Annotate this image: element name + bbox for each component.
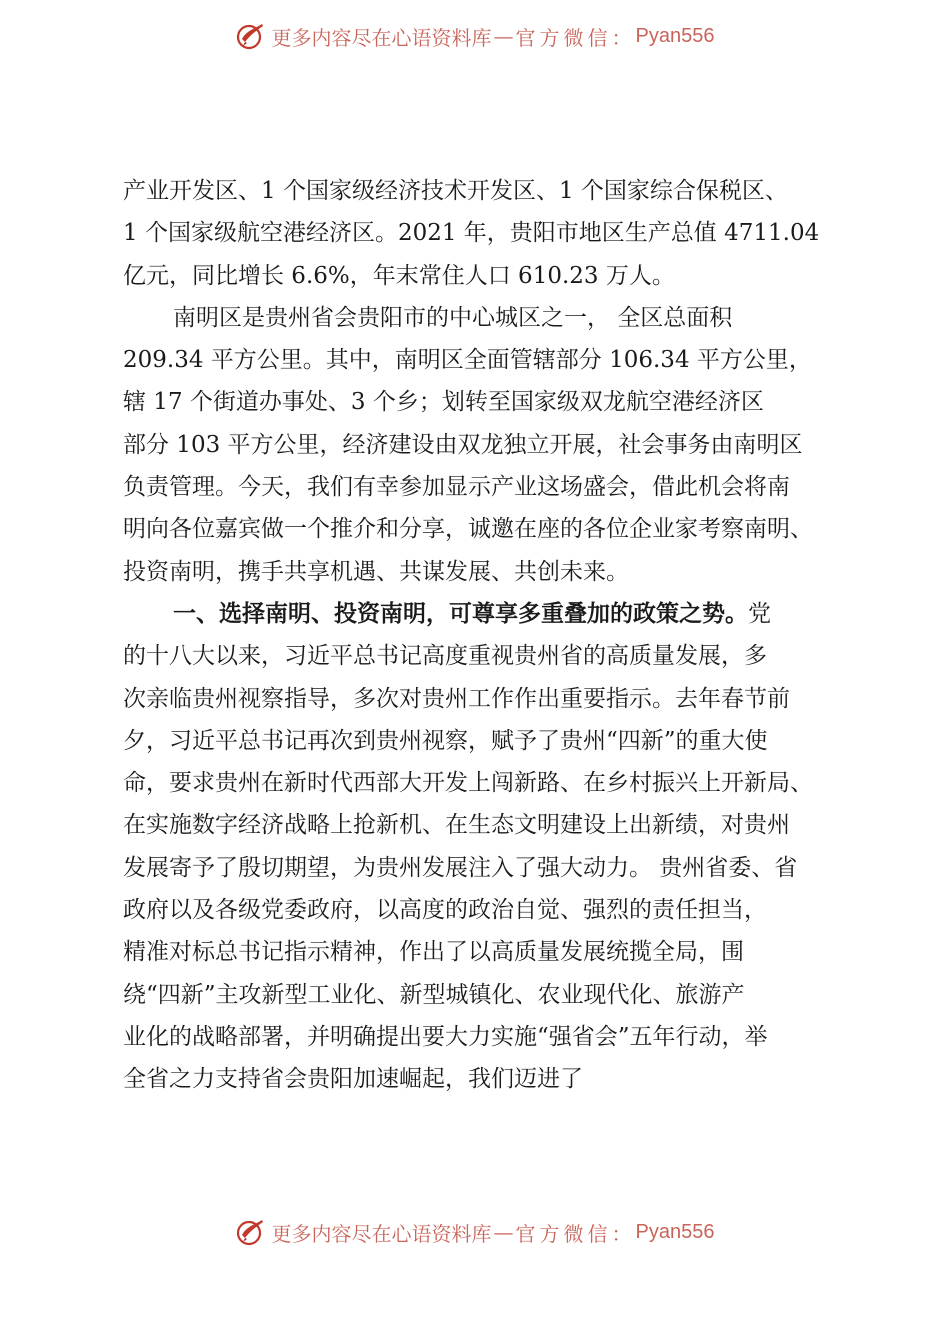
text-line: 业化的战略部署，并明确提出要大力实施“强省会”五年行动，举 [123,1023,768,1050]
text-line: 明向各位嘉宾做一个推介和分享，诚邀在座的各位企业家考察南明、 [123,516,813,543]
text-line: 辖 17 个街道办事处、3 个乡；划转至国家级双龙航空港经济区 [123,389,764,416]
pen-logo-icon [236,1217,266,1247]
watermark-separator: — [493,24,514,48]
text-line: 的十八大以来，习近平总书记高度重视贵州省的高质量发展，多 [123,643,767,670]
footer-watermark [0,1212,950,1252]
pen-logo-icon [236,21,266,51]
section-heading-line: 一、选择南明、投资南明，可尊享多重叠加的政策之势。党 [173,600,771,627]
text-line: 政府以及各级党委政府，以高度的政治自觉、强烈的责任担当， [123,897,767,924]
section-heading: 一、选择南明、投资南明，可尊享多重叠加的政策之势。 [173,600,748,627]
wechat-label: 官方微信： [515,25,636,50]
text-line: 全省之力支持省会贵阳加速崛起，我们迈进了 [123,1066,583,1093]
wechat-label: 官方微信： [515,1221,636,1246]
watermark-text: 更多内容尽在心语资料库 [271,1221,492,1246]
header-watermark [0,16,950,56]
text-line: 次亲临贵州视察指导，多次对贵州工作作出重要指示。去年春节前 [123,685,790,712]
text-line: 209.34 平方公里。其中，南明区全面管辖部分 106.34 平方公里， [123,347,812,374]
text-line: 命，要求贵州在新时代西部大开发上闯新路、在乡村振兴上开新局、 [123,770,813,797]
document-body [123,170,853,1101]
text-line: 1 个国家级航空港经济区。2021 年，贵阳市地区生产总值 4711.04 [123,220,820,247]
watermark-separator: — [493,1220,514,1244]
text-line: 夕，习近平总书记再次到贵州视察，赋予了贵州“四新”的重大使 [123,727,768,754]
text-line: 亿元，同比增长 6.6%，年末常住人口 610.23 万人。 [123,262,675,289]
text-line: 负责管理。今天，我们有幸参加显示产业这场盛会，借此机会将南 [123,474,790,501]
text-line: 绕“四新”主攻新型工业化、新型城镇化、农业现代化、旅游产 [123,981,745,1008]
paragraph-start-line: 南明区是贵州省会贵阳市的中心城区之一， 全区总面积 [173,304,733,331]
text-line: 在实施数字经济战略上抢新机、在生态文明建设上出新绩，对贵州 [123,812,790,839]
text-line: 部分 103 平方公里，经济建设由双龙独立开展，社会事务由南明区 [123,431,803,458]
text-line: 产业开发区、1 个国家级经济技术开发区、1 个国家综合保税区、 [123,178,788,204]
text-line: 投资南明，携手共享机遇、共谋发展、共创未来。 [123,558,629,585]
wechat-id: Pyan556 [635,24,715,47]
wechat-id: Pyan556 [635,1220,715,1243]
watermark-text: 更多内容尽在心语资料库 [271,25,492,50]
text-line: 发展寄予了殷切期望，为贵州发展注入了强大动力。 贵州省委、省 [123,854,798,881]
text-line: 精准对标总书记指示精神，作出了以高质量发展统揽全局，围 [123,939,744,966]
